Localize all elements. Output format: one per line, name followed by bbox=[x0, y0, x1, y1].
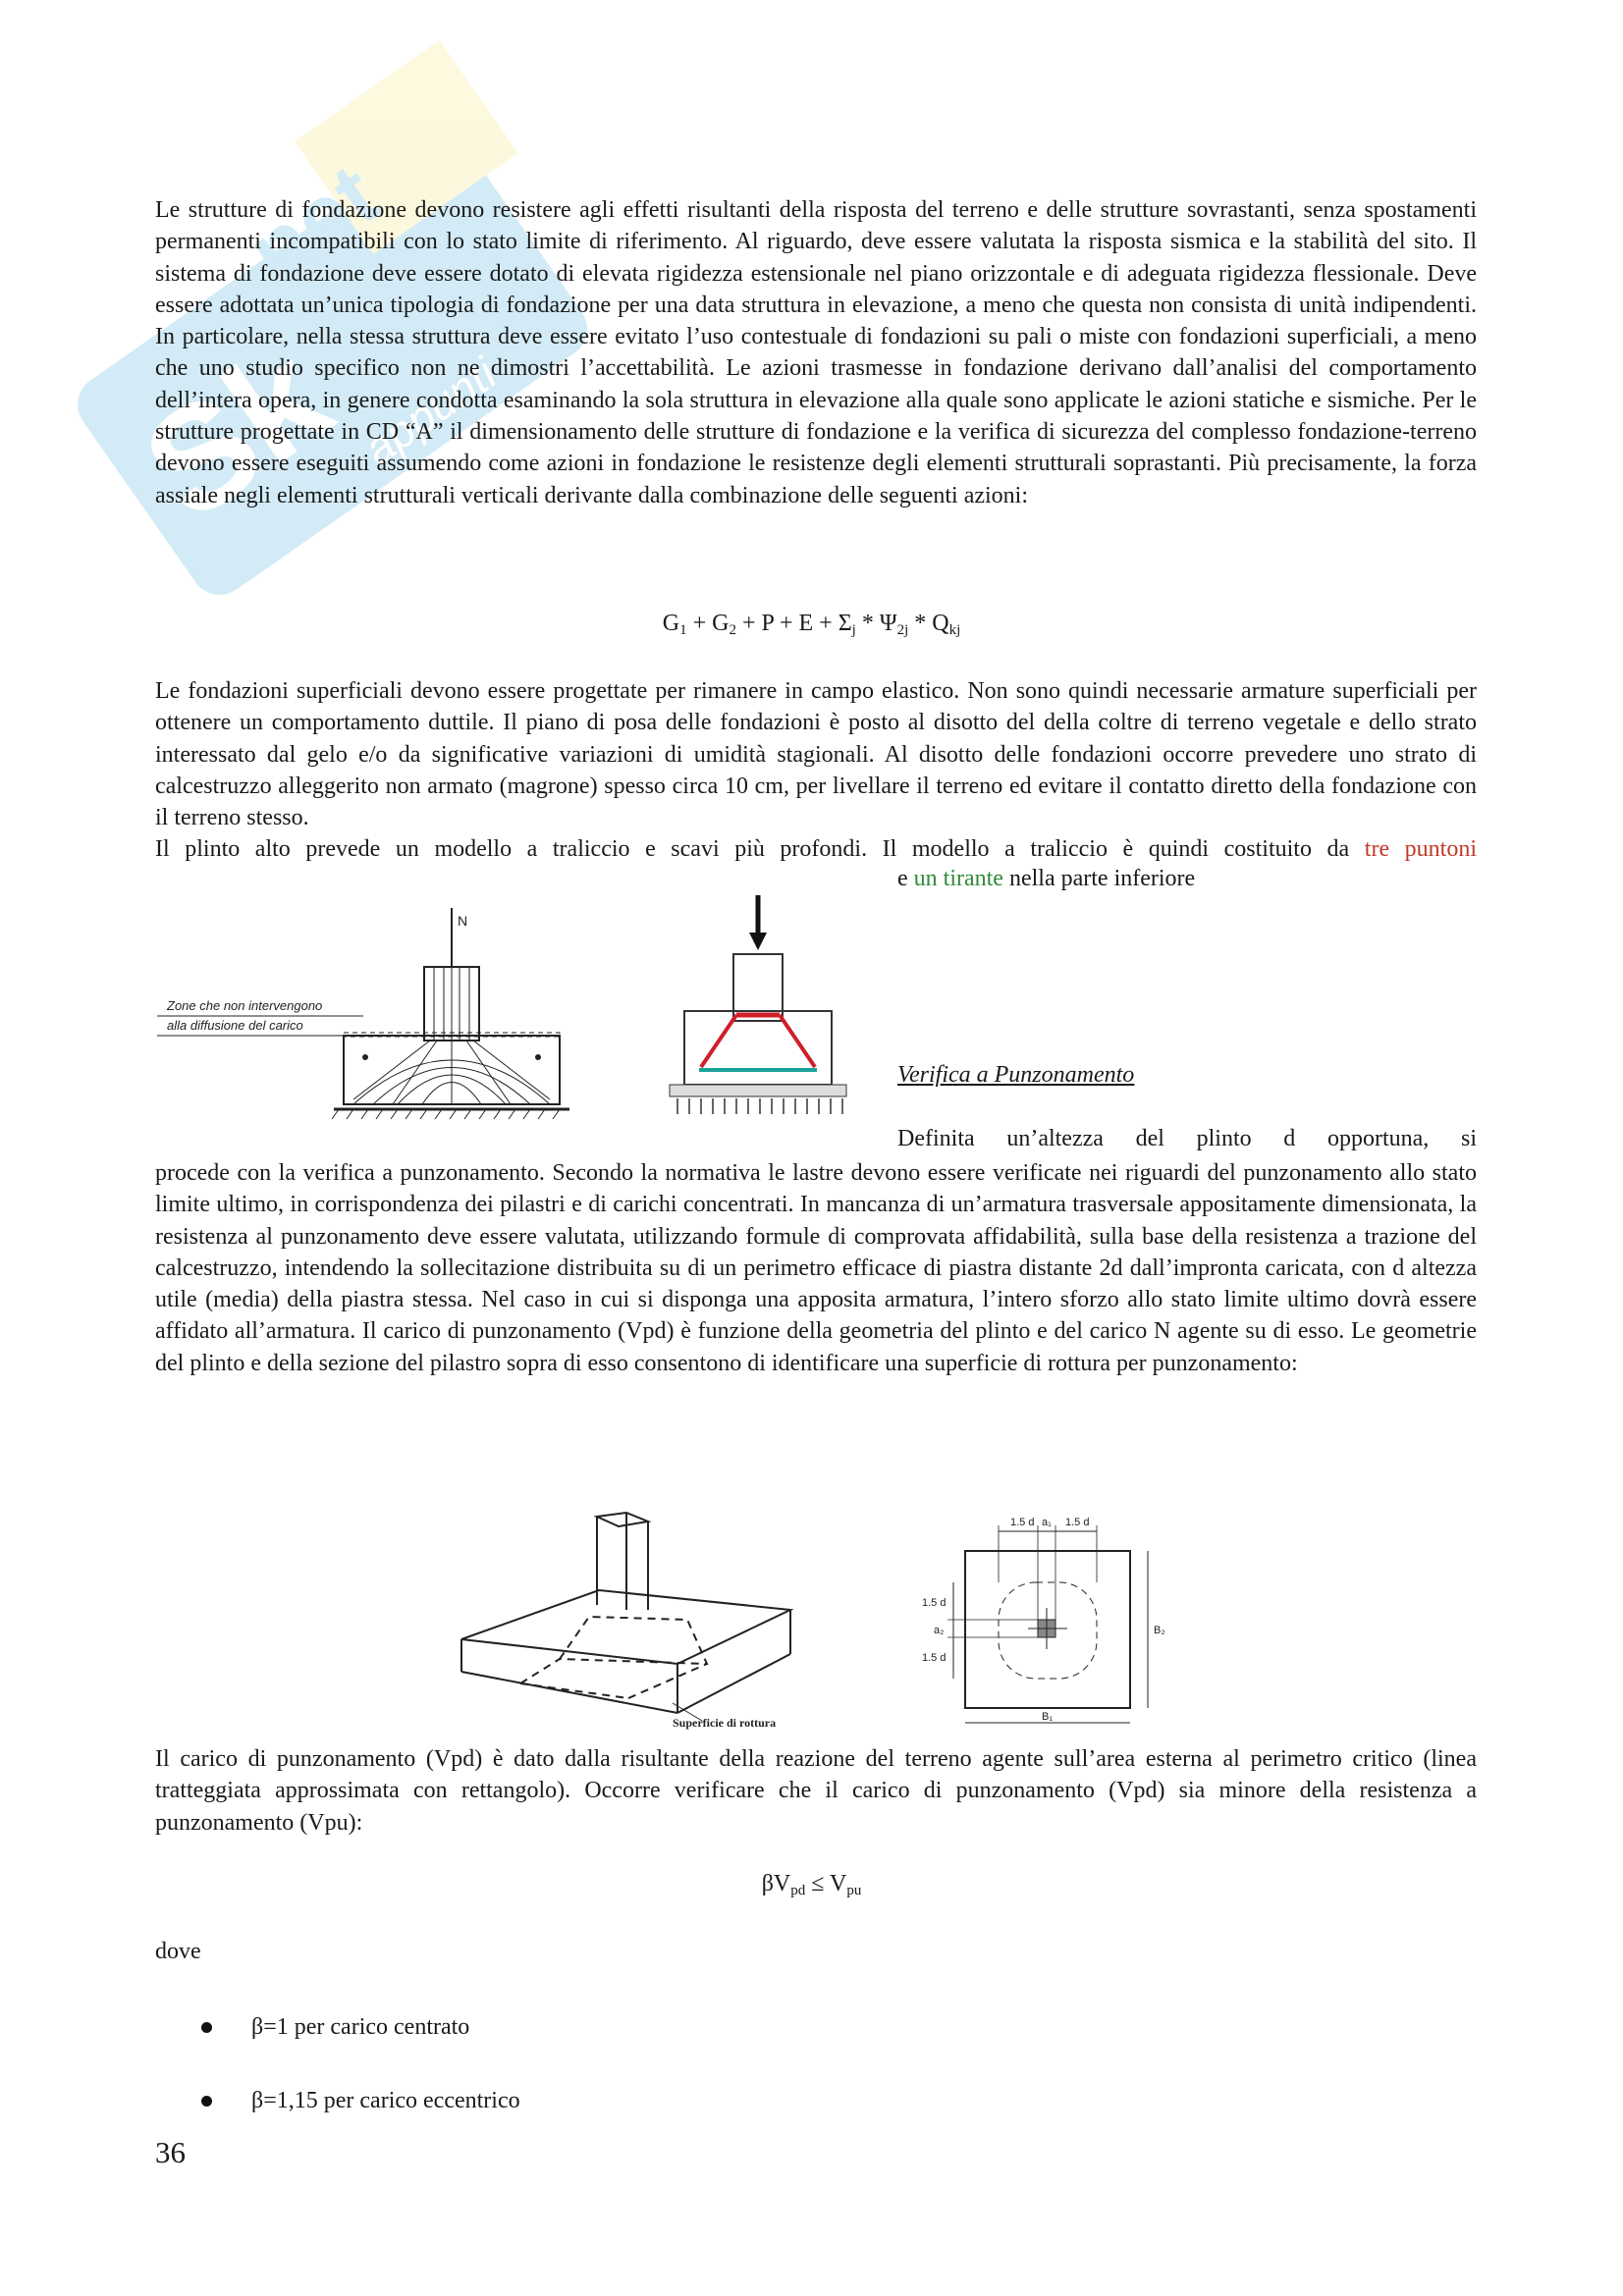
bullet-dot-icon bbox=[201, 2022, 212, 2033]
paragraph-3-line: Il plinto alto prevede un modello a traliccio e scavi più profondi. Il modello a traliccio è quindi costituito da tre puntoni bbox=[155, 836, 1477, 863]
paragraph-2 bbox=[155, 675, 1477, 866]
dim-left-1-5d-top: 1.5 d bbox=[922, 1597, 947, 1609]
paragraph-3-continuation: e un tirante nella parte inferiore bbox=[897, 866, 1196, 891]
bullet-item-eccentrico: β=1,15 per carico eccentrico bbox=[201, 2088, 520, 2114]
paragraph-5-text: Il carico di punzonamento (Vpd) è dato dalla risultante della reazione del terreno agente sull’area esterna al perimetro critico (linea tratteggiata approssimata con rettangolo). Occorre verificare che il carico di punzonamento (Vpd) sia minore della resistenza a punzonamento (Vpu): bbox=[155, 1746, 1477, 1836]
plan-view-figure bbox=[918, 1512, 1188, 1733]
zone-label-line-1: Zone che non intervengono bbox=[167, 998, 323, 1013]
punching-surface-figure bbox=[452, 1507, 795, 1733]
paragraph-4-first-line: Definita un’altezza del plinto d opportuna, si bbox=[897, 1126, 1477, 1151]
dim-left-1-5d-bottom: 1.5 d bbox=[922, 1652, 947, 1664]
svg-text:appunti: appunti bbox=[354, 347, 506, 475]
dove-label: dove bbox=[155, 1939, 201, 1964]
tre-puntoni-label: tre puntoni bbox=[1364, 836, 1477, 863]
dim-left-a2: a₂ bbox=[934, 1625, 945, 1636]
paragraph-4-text: procede con la verifica a punzonamento. Secondo la normativa le lastre devono essere verificate nei riguardi del punzonamento allo stato limite ultimo, in corrispondenza dei pilastri e di carichi concentrati. In mancanza di un’armatura trasversale appositamente dimensionata, la resistenza al punzonamento deve essere valutata, utilizzando formule di comprovata affidabilità, sulla base della resistenza a trazione del calcestruzzo, intendendo la sollecitazione distribuita su di un perimetro efficace di piastra distante 2d dall’impronta caricata, con d altezza utile (media) della piastra stessa. Nel caso in cui si disponga una apposita armatura, l’intero sforzo allo stato limite ultimo dovrà essere affidato all’armatura. Il carico di punzonamento (Vpd) è funzione della geometria del plinto e del carico N agente su di esso. Le geometrie del plinto e della sezione del pilastro sopra di esso consentono di identificare una superficie di rottura per punzonamento: bbox=[155, 1160, 1477, 1376]
formula-punching-check: $\beta V_{pd} \le V_{pu}$ bbox=[761, 1871, 862, 1898]
svg-text:net: net bbox=[231, 145, 397, 303]
dim-top-1-5d-right: 1.5 d bbox=[1065, 1517, 1090, 1528]
paragraph-4 bbox=[155, 1157, 1477, 1379]
dim-top-a1: a₁ bbox=[1042, 1517, 1052, 1528]
paragraph-2-text: Le fondazioni superficiali devono essere progettate per rimanere in campo elastico. Non sono quindi necessarie armature superficiali per ottenere un comportamento duttile. Il piano di posa delle fondazioni è posto al disotto del della coltre di terreno vegetale e dello strato interessato dal gelo e/o da significative variazioni di umidità stagionali. Al disotto delle fondazioni occorre prevedere uno strato di calcestruzzo alleggerito non armato (magrone) spesso circa 10 cm, per livellare il terreno ed evitare il contatto diretto della fondazione con il terreno stesso. bbox=[155, 678, 1477, 831]
right-strut bbox=[780, 1015, 815, 1067]
superficie-rottura-label: Superficie di rottura bbox=[673, 1716, 777, 1730]
load-diffusion-figure bbox=[157, 908, 569, 1124]
left-strut bbox=[701, 1015, 736, 1067]
svg-text:Sk: Sk bbox=[115, 312, 357, 552]
page-number: 36 bbox=[155, 2135, 186, 2169]
paragraph-1 bbox=[155, 194, 1477, 511]
un-tirante-label: un tirante bbox=[913, 866, 1003, 891]
verifica-punzonamento-heading: Verifica a Punzonamento bbox=[897, 1062, 1135, 1088]
bullet-item-centrato: β=1 per carico centrato bbox=[201, 2014, 469, 2041]
strut-tie-model-figure bbox=[660, 893, 866, 1119]
load-n-label: N bbox=[458, 913, 468, 929]
formula-axial-load: $G_1 + G_2 + P + E + \Sigma_j * \Psi_{2j} * Q_{kj}$ bbox=[662, 611, 961, 638]
dim-right-b2: B₂ bbox=[1154, 1625, 1165, 1636]
paragraph-5 bbox=[155, 1743, 1477, 1839]
dim-bottom-b1: B₁ bbox=[1042, 1711, 1054, 1723]
bullet-dot-icon bbox=[201, 2096, 212, 2107]
zone-label-line-2: alla diffusione del carico bbox=[167, 1018, 303, 1033]
dim-top-1-5d-left: 1.5 d bbox=[1010, 1517, 1035, 1528]
paragraph-1-text: Le strutture di fondazione devono resistere agli effetti risultanti della risposta del terreno e delle strutture sovrastanti, senza spostamenti permanenti incompatibili con lo stato limite di riferimento. Al riguardo, deve essere valutata la risposta sismica e la stabilità del sito. Il sistema di fondazione deve essere dotato di elevata rigidezza estensionale nel piano orizzontale e di adeguata rigidezza flessionale. Deve essere adottata un’unica tipologia di fondazione per una data struttura in elevazione, a meno che questa non consista di unità indipendenti. In particolare, nella stessa struttura deve essere evitato l’uso contestuale di fondazioni su pali o miste con fondazioni superficiali, a meno che uno studio specifico non ne dimostri l’accettabilità. Le azioni trasmesse in fondazione derivano dall’analisi del comportamento dell’intera opera, in genere condotta esaminando la sola struttura in elevazione alla quale sono applicate le azioni statiche e sismiche. Per le strutture progettate in CD “A” il dimensionamento delle strutture di fondazione e la verifica di sicurezza del complesso fondazione-terreno devono essere eseguiti assumendo come azioni in fondazione le resistenze degli elementi strutturali soprastanti. Più precisamente, la forza assiale negli elementi strutturali verticali derivante dalla combinazione delle seguenti azioni: bbox=[155, 197, 1477, 508]
